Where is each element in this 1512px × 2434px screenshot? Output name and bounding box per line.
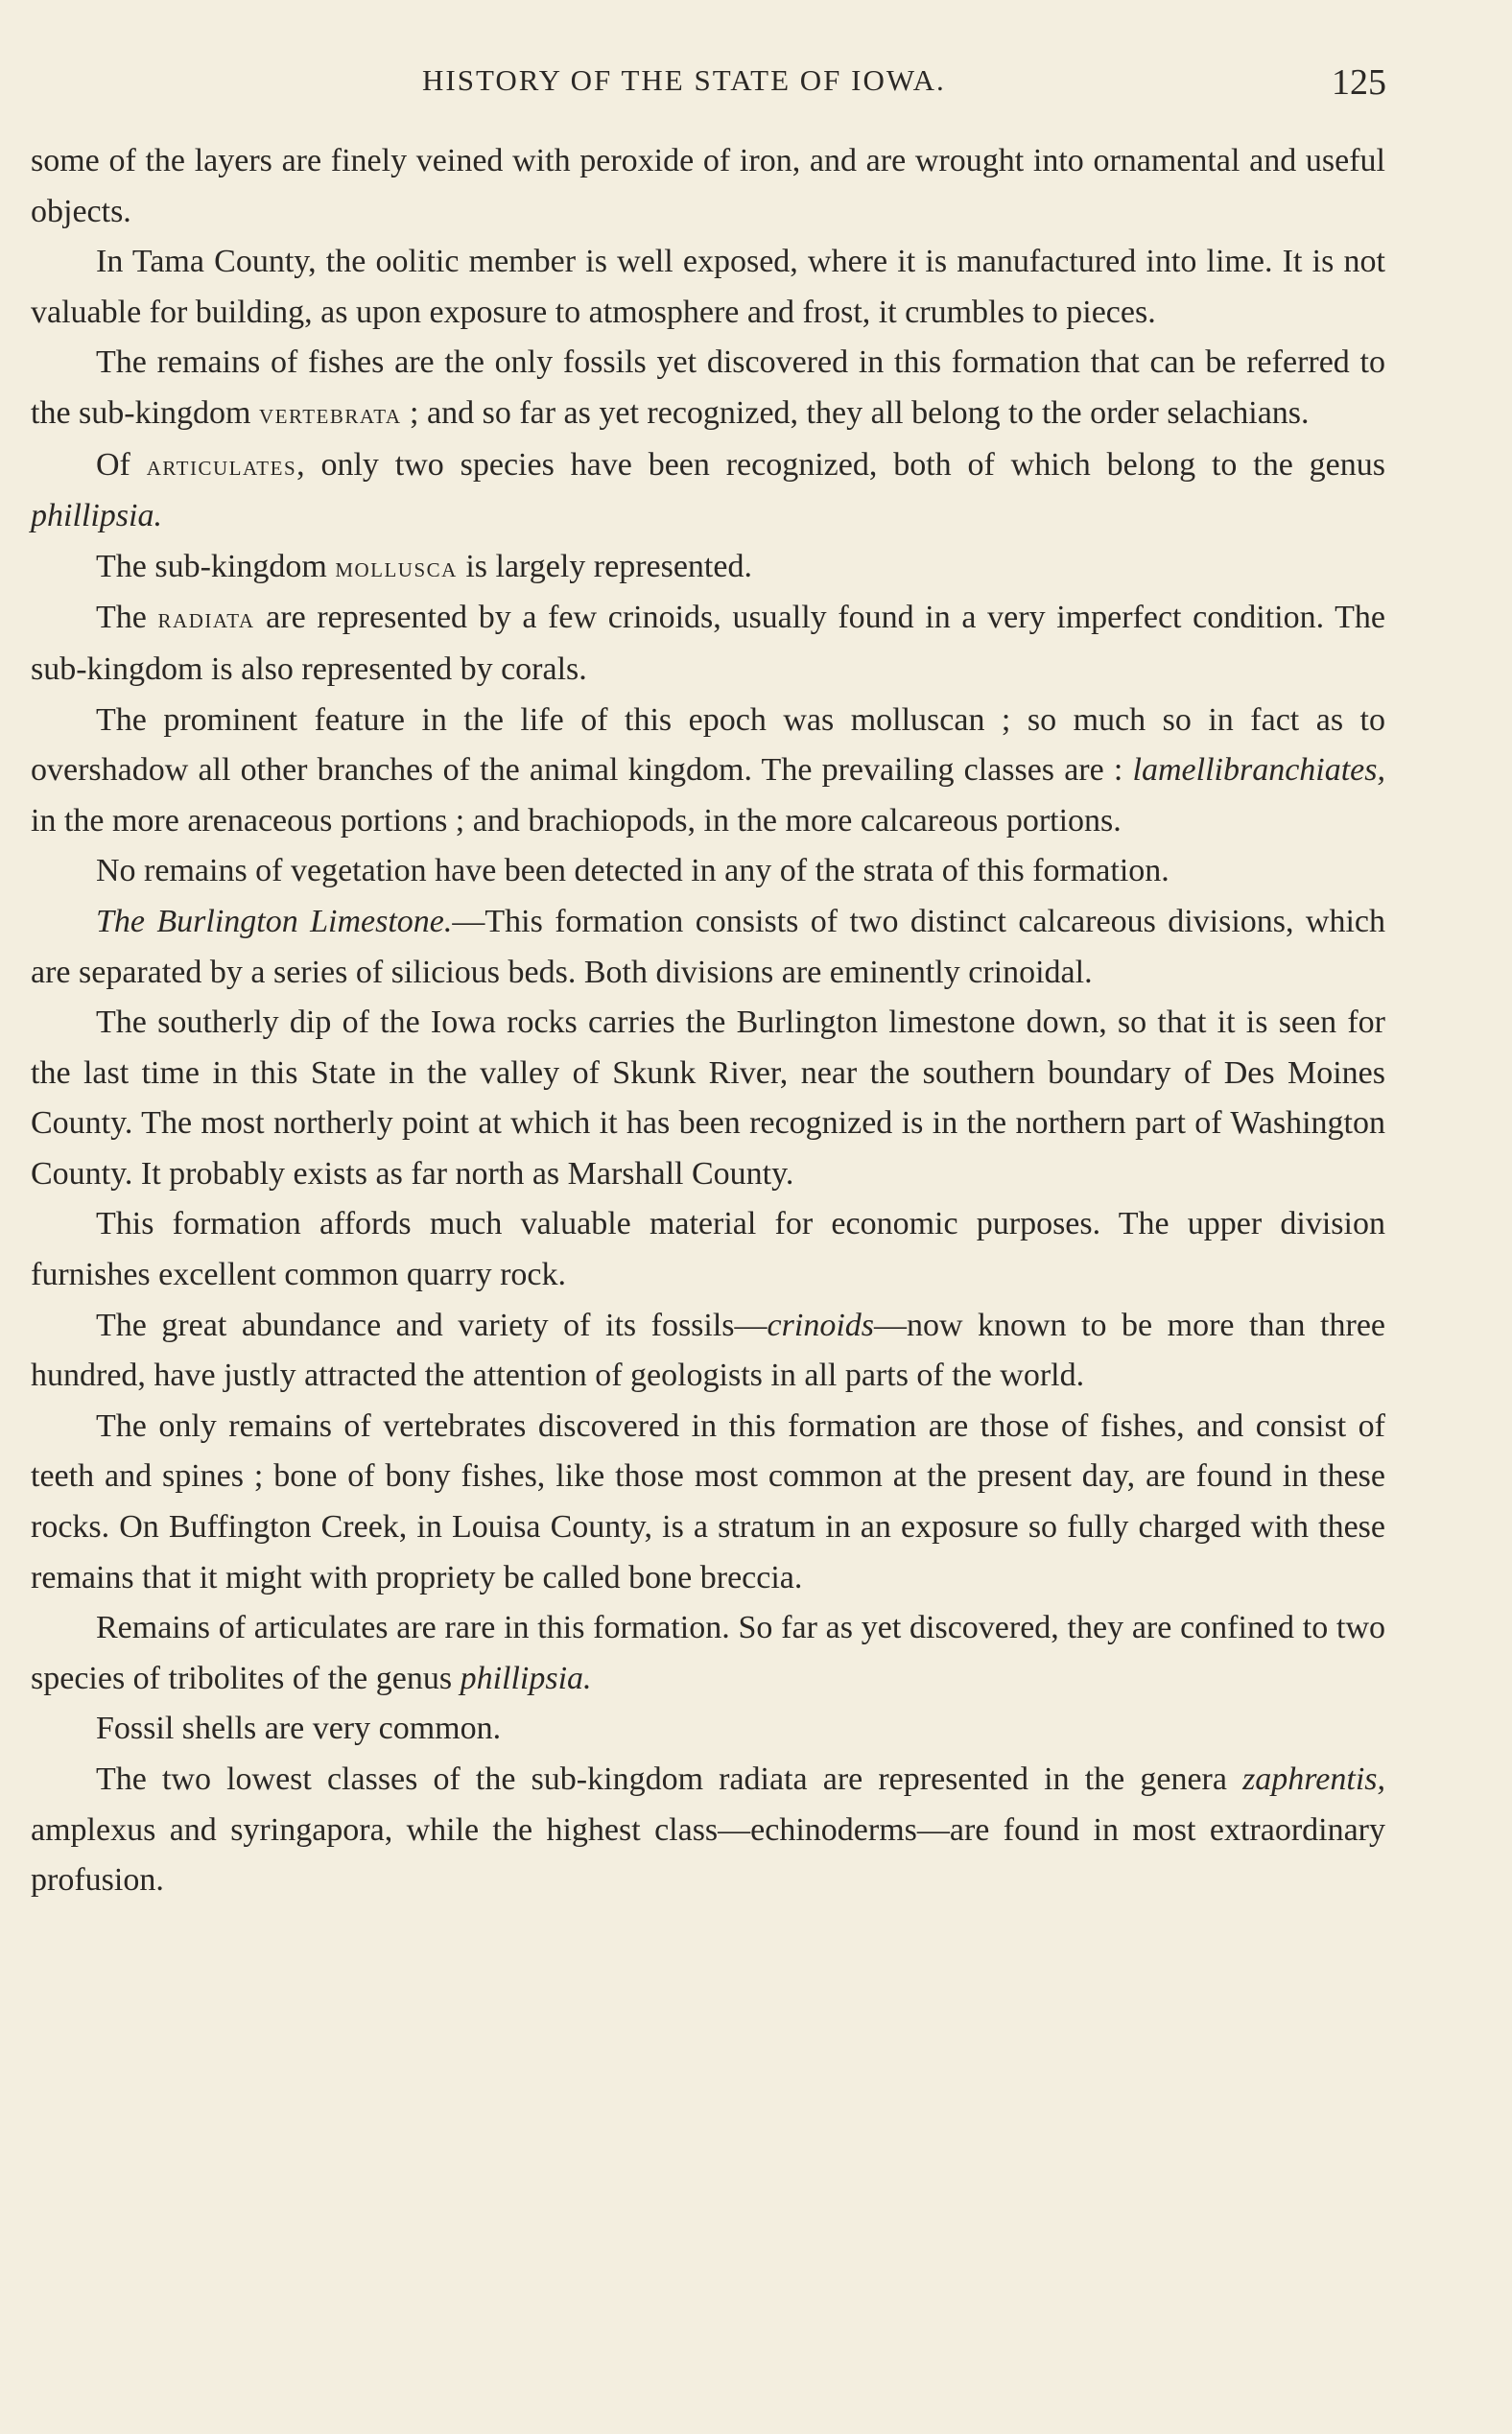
italic-term: phillipsia. (460, 1660, 592, 1696)
text-run: The only remains of vertebrates discovered in this formation are those of fishes, and consist of teeth and spines ; bone of bony fishes, like those most common at the present day, are found in these rocks. On Buffington Creek, in Louisa County, is a stratum in an exposure so fully charged with these remains that it might with propriety be called bone breccia. (31, 1407, 1385, 1595)
italic-term: crinoids (767, 1307, 874, 1343)
paragraph (31, 1199, 1385, 1300)
small-caps-term: radiata (157, 603, 255, 635)
paragraph (31, 593, 1385, 695)
small-caps-term: articulates (146, 449, 297, 482)
text-run: No remains of vegetation have been detected in any of the strata of this formation. (96, 853, 1169, 889)
text-run: ; and so far as yet recognized, they all belong to the order selachians. (401, 394, 1310, 431)
text-run: —now known to be more than three hundred, have justly attracted the attention of geologists in all parts of the world. (31, 1307, 1386, 1394)
paragraph (31, 338, 1385, 439)
italic-term: phillipsia. (31, 498, 162, 534)
text-run: The southerly dip of the Iowa rocks carries the Burlington limestone down, so that it is seen for the last time in this State in the valley of Skunk River, near the southern boundary of Des Moines County. The most northerly point at which it has been recognized is in the northern part of Washington County. It probably exists as far north as Marshall County. (31, 1004, 1385, 1192)
text-run: The prominent feature in the life of this epoch was molluscan ; so much so in fact as to overshadow all other branches of the animal kingdom. The prevailing classes are : (31, 701, 1385, 789)
paragraph (31, 846, 1385, 897)
paragraph (31, 542, 1385, 594)
text-run: Of (96, 446, 147, 483)
paragraph (31, 136, 1385, 237)
text-run: —This formation consists of two distinct calcareous divisions, which are separated by a series of silicious beds. Both divisions are eminently crinoidal. (31, 903, 1385, 990)
paragraph (31, 237, 1385, 338)
paragraph (31, 897, 1385, 998)
running-title: HISTORY OF THE STATE OF IOWA. (422, 63, 946, 97)
paragraph (31, 696, 1385, 847)
paragraph (31, 1704, 1385, 1755)
text-run: , only two species have been recognized, both of which belong to the genus (296, 446, 1385, 483)
small-caps-term: mollusca (335, 551, 458, 583)
paragraph (31, 1301, 1385, 1402)
body-text (31, 136, 1385, 1906)
paragraph (31, 1603, 1385, 1704)
text-run: is largely represented. (457, 548, 752, 584)
paragraph (31, 1402, 1385, 1603)
paragraph (31, 1755, 1385, 1906)
running-head (422, 63, 1386, 111)
paragraph (31, 998, 1385, 1199)
small-caps-term: vertebrata (258, 397, 402, 430)
italic-term: zaphrentis, (1242, 1761, 1385, 1797)
text-run: The (96, 600, 158, 636)
text-run: The great abundance and variety of its fossils— (96, 1307, 768, 1343)
text-run: Fossil shells are very common. (96, 1711, 502, 1747)
page-number: 125 (1332, 62, 1386, 103)
text-run: In Tama County, the oolitic member is well exposed, where it is manufactured into lime. It is not valuable for building, as upon exposure to atmosphere and frost, it crumbles to pieces. (31, 244, 1385, 330)
italic-term: The Burlington Limestone. (96, 903, 453, 939)
text-run: Remains of articulates are rare in this formation. So far as yet discovered, they are confined to two species of tribolites of the genus (31, 1610, 1385, 1696)
paragraph (31, 440, 1385, 542)
text-run: The two lowest classes of the sub-kingdom radiata are represented in the genera (96, 1761, 1243, 1797)
text-run: This formation affords much valuable material for economic purposes. The upper division furnishes excellent common quarry rock. (31, 1206, 1385, 1293)
text-run: some of the layers are finely veined with peroxide of iron, and are wrought into ornamental and useful objects. (31, 143, 1385, 229)
text-run: The remains of fishes are the only fossils yet discovered in this formation that can be referred to the sub-kingdom (31, 344, 1385, 431)
text-run: in the more arenaceous portions ; and brachiopods, in the more calcareous portions. (31, 802, 1122, 839)
italic-term: lamellibranchiates, (1132, 752, 1385, 789)
text-run: The sub-kingdom (96, 548, 336, 584)
text-run: are represented by a few crinoids, usually found in a very imperfect condition. The sub-kingdom is also represented by corals. (31, 600, 1386, 687)
text-run: amplexus and syringapora, while the highest class—echinoderms—are found in most extraordinary profusion. (31, 1811, 1385, 1899)
